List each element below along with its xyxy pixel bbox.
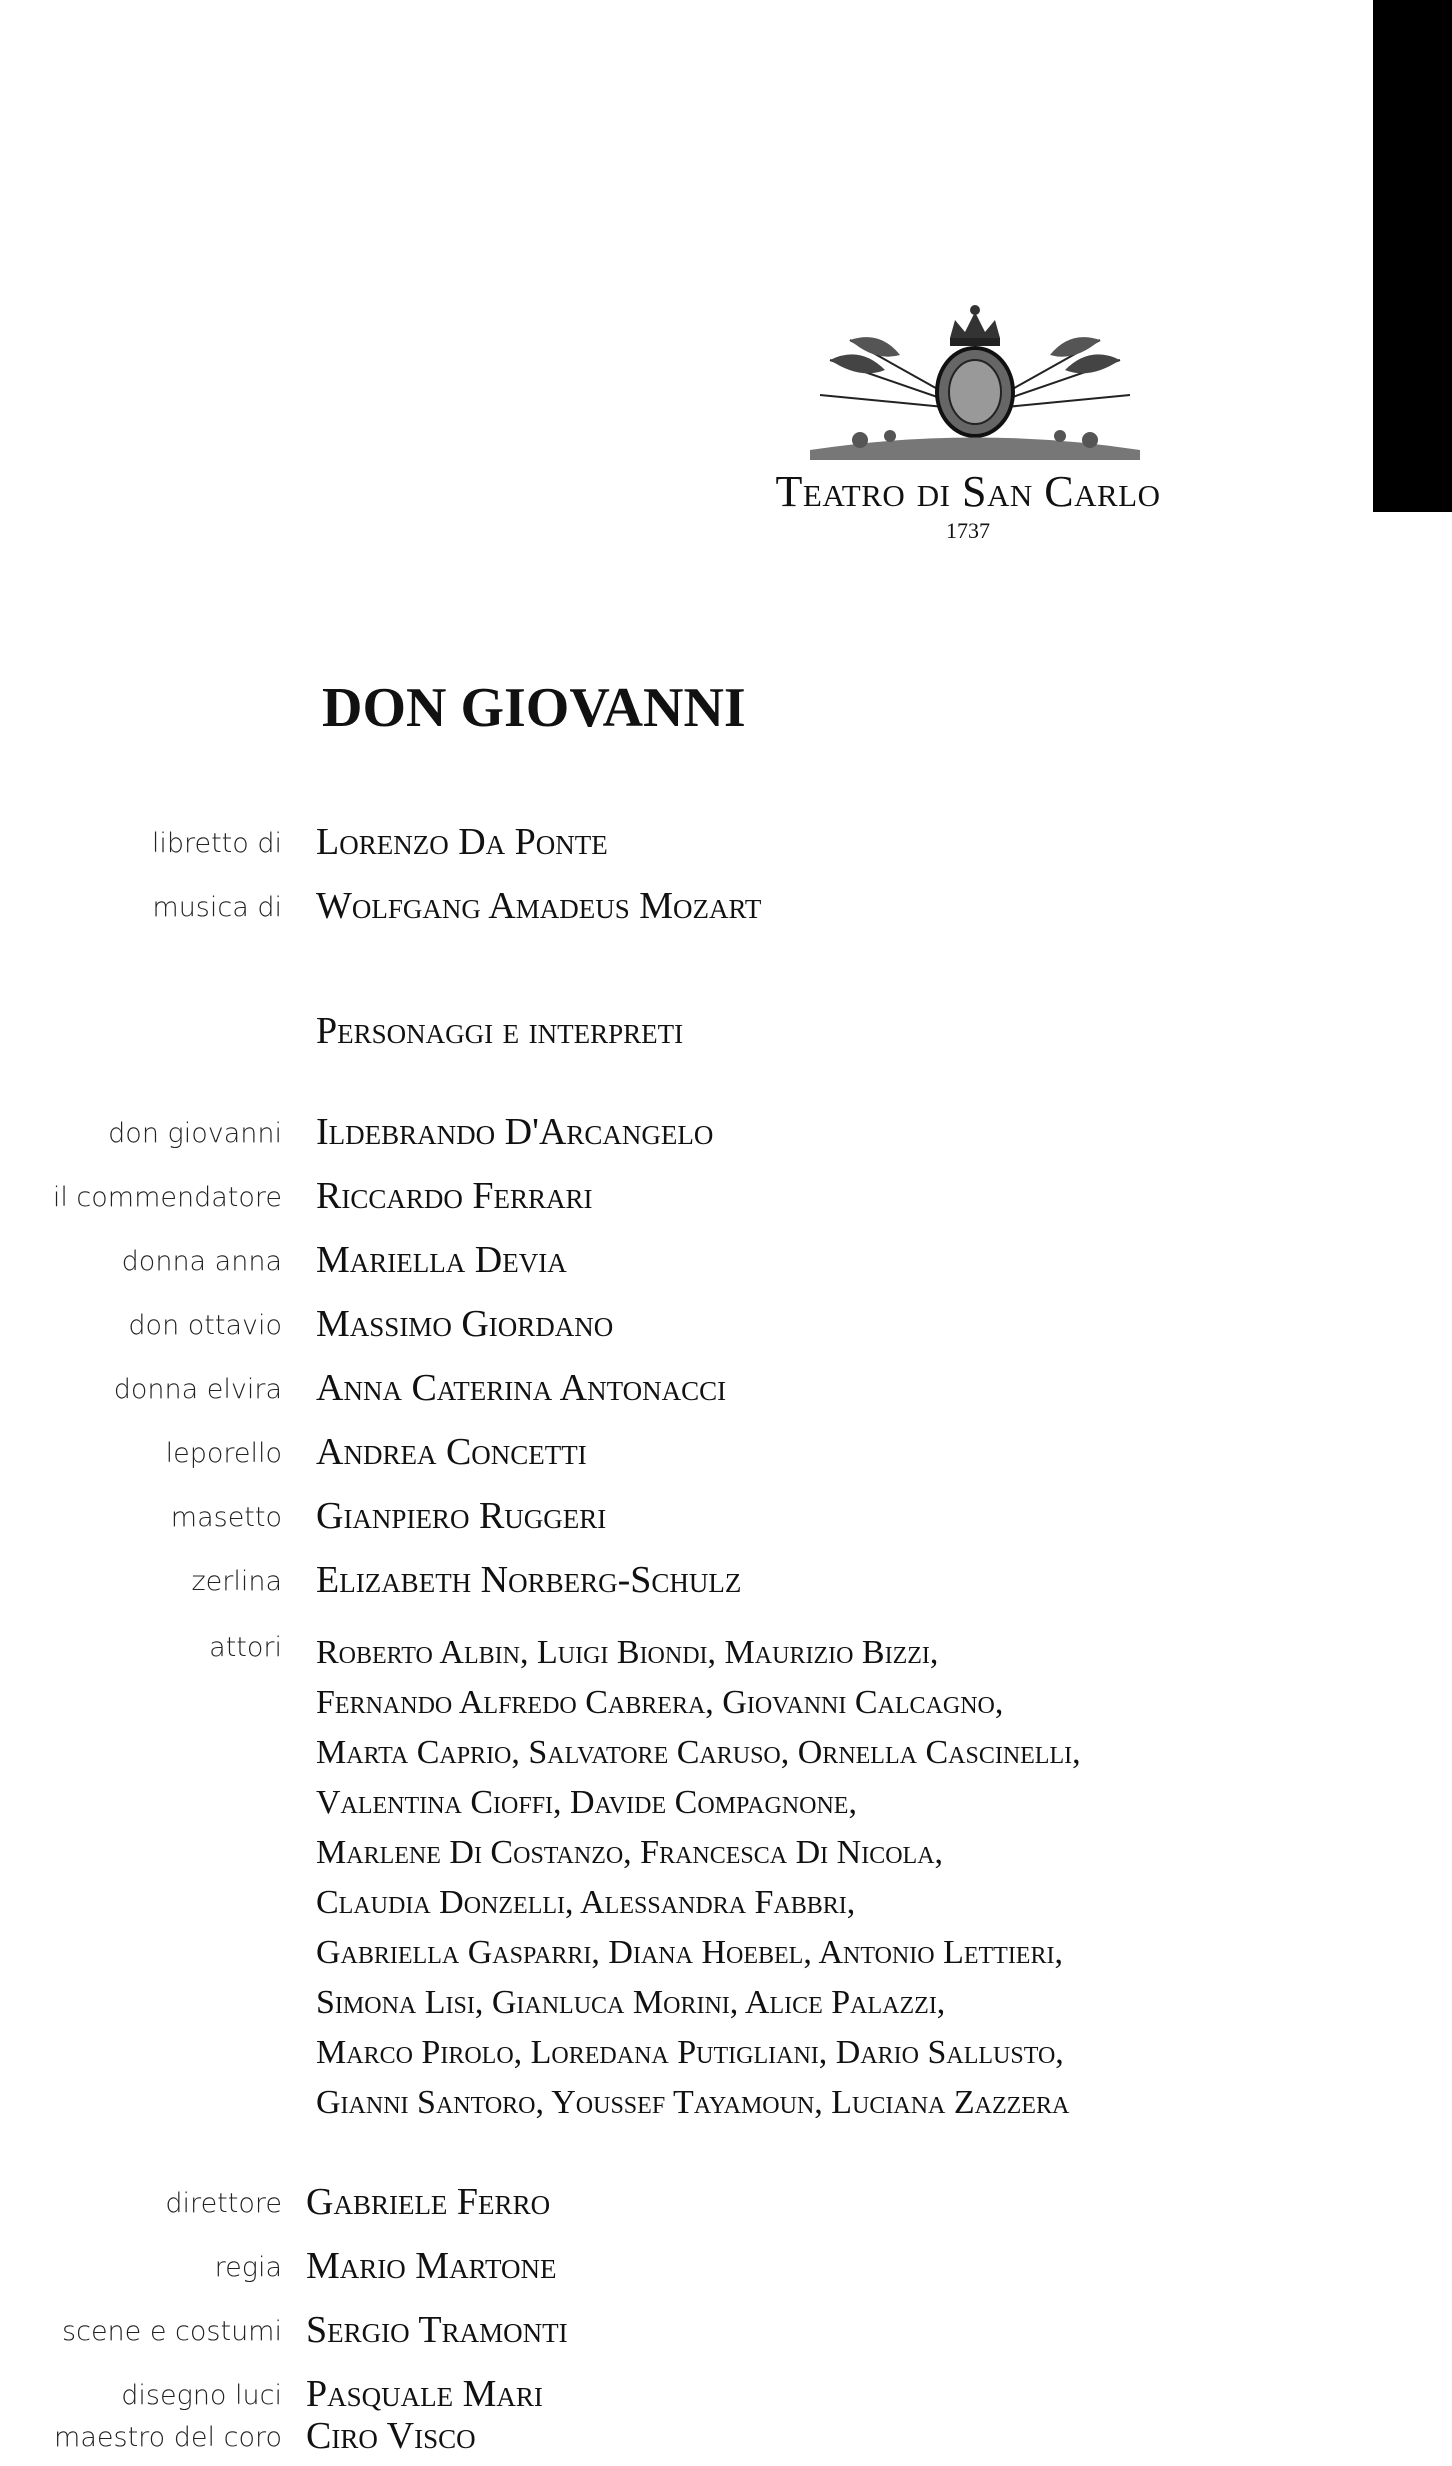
actors-role: attori — [209, 1632, 282, 1663]
credit-row-regia — [0, 2244, 1452, 2294]
credit-name: Gabriele Ferro — [306, 2181, 551, 2223]
credit-name: Sergio Tramonti — [306, 2309, 568, 2351]
credit-role: scene e costumi — [62, 2316, 282, 2347]
cast-heading: Personaggi e interpreti — [316, 1010, 684, 1052]
cast-role: don giovanni — [108, 1118, 282, 1149]
credit-name: Wolfgang Amadeus Mozart — [316, 885, 762, 927]
actors-line: Gianni Santoro, Youssef Tayamoun, Luciana Zazzera — [316, 2084, 1070, 2121]
cast-role: don ottavio — [128, 1310, 282, 1341]
theatre-year: 1737 — [946, 518, 990, 543]
actors-line: Roberto Albin, Luigi Biondi, Maurizio Bizzi, — [316, 1634, 939, 1671]
cast-name: Gianpiero Ruggeri — [316, 1495, 607, 1537]
credit-name: Ciro Visco — [306, 2415, 476, 2457]
cast-row — [0, 1302, 1452, 1352]
cast-name: Massimo Giordano — [316, 1303, 614, 1345]
cast-role: donna elvira — [113, 1374, 282, 1405]
cast-name: Mariella Devia — [316, 1239, 567, 1281]
actors-line: Gabriella Gasparri, Diana Hoebel, Antonio Lettieri, — [316, 1934, 1063, 1971]
credit-role: regia — [214, 2252, 282, 2283]
actors-line: Fernando Alfredo Cabrera, Giovanni Calcagno, — [316, 1684, 1004, 1721]
cast-row — [0, 1110, 1452, 1160]
credit-name: Lorenzo Da Ponte — [316, 821, 608, 863]
actors-line: Marco Pirolo, Loredana Putigliani, Dario Sallusto, — [316, 2034, 1064, 2071]
cast-name: Elizabeth Norberg-Schulz — [316, 1559, 742, 1601]
cast-role: il commendatore — [52, 1182, 282, 1213]
credit-role: libretto di — [151, 828, 282, 859]
cast-row — [0, 1366, 1452, 1416]
cast-row — [0, 1558, 1452, 1608]
cast-role: leporello — [165, 1438, 282, 1469]
credit-row-direttore — [0, 2180, 1452, 2230]
cast-role: masetto — [170, 1502, 282, 1533]
credit-row-coro — [0, 2414, 1452, 2464]
credit-role: direttore — [165, 2188, 282, 2219]
royal-crest-icon — [790, 300, 1160, 470]
cast-role: zerlina — [191, 1566, 282, 1597]
credit-row-libretto — [0, 820, 1452, 870]
cast-name: Andrea Concetti — [316, 1431, 587, 1473]
cast-row — [0, 1174, 1452, 1224]
actors-line: Marlene Di Costanzo, Francesca Di Nicola, — [316, 1834, 944, 1871]
black-edge-bar — [1373, 0, 1452, 512]
page-title: DON GIOVANNI — [322, 677, 746, 739]
credit-role: maestro del coro — [54, 2422, 282, 2453]
actors-line: Valentina Cioffi, Davide Compagnone, — [316, 1784, 857, 1821]
cast-row — [0, 1238, 1452, 1288]
cast-role: donna anna — [121, 1246, 282, 1277]
cast-name: Riccardo Ferrari — [316, 1175, 593, 1217]
actors-line: Marta Caprio, Salvatore Caruso, Ornella Cascinelli, — [316, 1734, 1081, 1771]
credit-row-musica — [0, 884, 1452, 934]
cast-name: Anna Caterina Antonacci — [316, 1367, 727, 1409]
cast-name: Ildebrando D'Arcangelo — [316, 1111, 714, 1153]
actors-list — [316, 1628, 1376, 2128]
credit-name: Pasquale Mari — [306, 2373, 543, 2415]
credit-role: musica di — [152, 892, 282, 923]
credit-name: Mario Martone — [306, 2245, 557, 2287]
actors-line: Simona Lisi, Gianluca Morini, Alice Palazzi, — [316, 1984, 946, 2021]
credit-role: disegno luci — [121, 2380, 282, 2411]
theatre-name: Teatro di San Carlo — [775, 467, 1161, 516]
actors-line: Claudia Donzelli, Alessandra Fabbri, — [316, 1884, 856, 1921]
credit-row-scene — [0, 2308, 1452, 2358]
cast-row — [0, 1430, 1452, 1480]
cast-row — [0, 1494, 1452, 1544]
